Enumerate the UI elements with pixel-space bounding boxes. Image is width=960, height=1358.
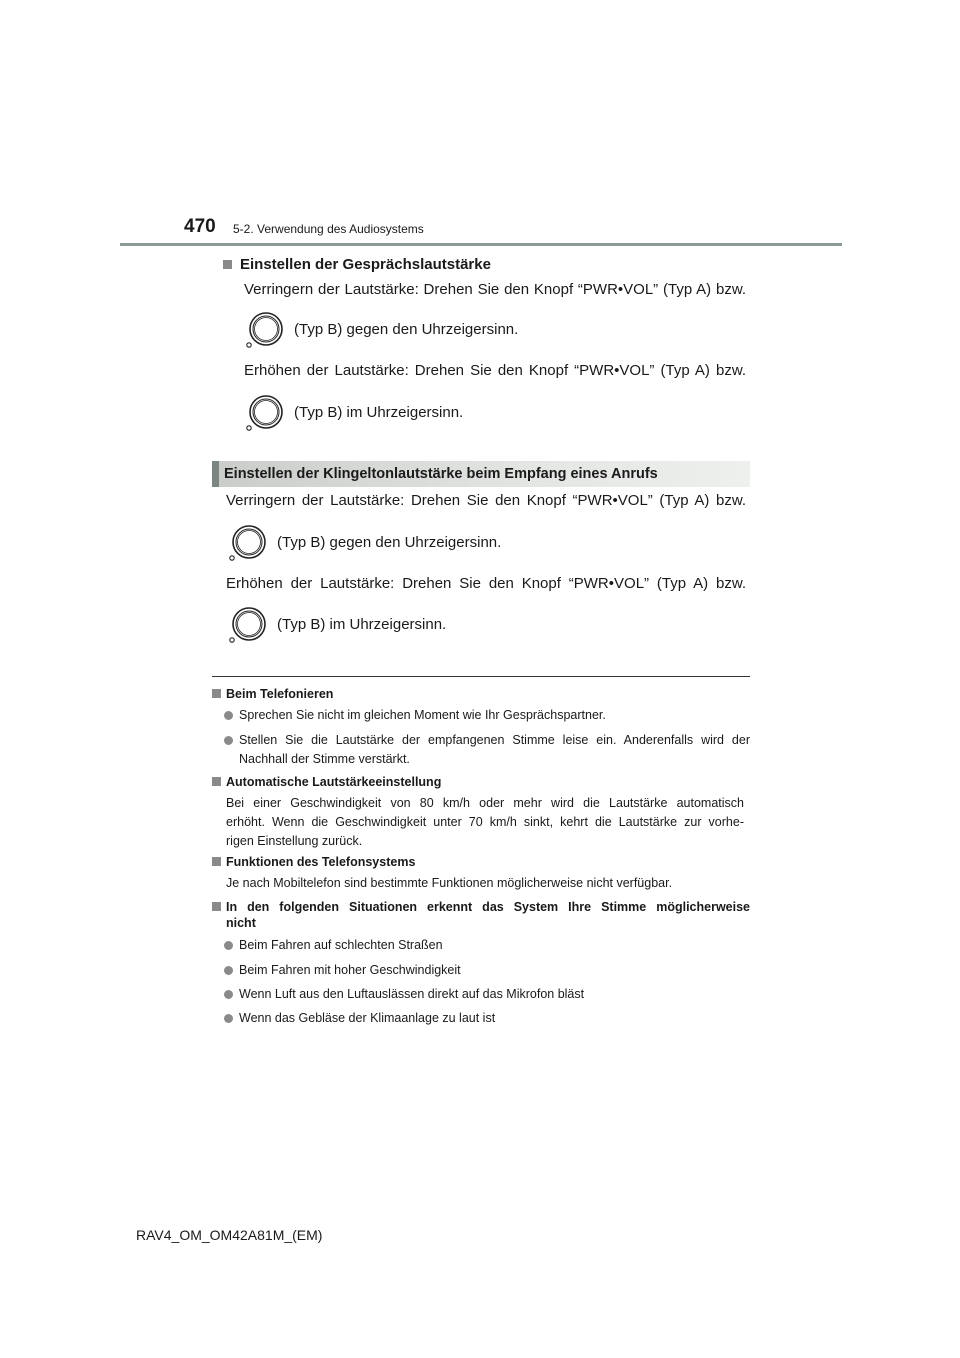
talk-decrease-text: Verringern der Lautstärke: Drehen Sie den Knopf “PWR•VOL” (Typ A) bzw.: [244, 281, 746, 298]
list-item-text: Beim Fahren mit hoher Geschwindigkeit: [239, 963, 461, 977]
volume-knob-icon: [245, 311, 283, 349]
talk-increase-text: Erhöhen der Lautstärke: Drehen Sie den Knopf “PWR•VOL” (Typ A) bzw.: [244, 362, 746, 379]
round-bullet-icon: [224, 966, 233, 975]
talk-decrease-cont: (Typ B) gegen den Uhrzeigersinn.: [294, 321, 519, 338]
note-phoning-heading: [212, 686, 333, 702]
notes-divider: [212, 676, 750, 677]
square-bullet-icon: [223, 260, 232, 269]
round-bullet-icon: [224, 990, 233, 999]
header-divider: [120, 243, 842, 246]
ring-decrease-knob-row: [228, 524, 501, 562]
ringtone-volume-banner-text: Einstellen der Klingeltonlautstärke beim Empfang eines Anrufs: [224, 466, 658, 482]
talk-increase-cont: (Typ B) im Uhrzeigersinn.: [294, 404, 464, 421]
list-item-text: Wenn Luft aus den Luftauslässen direkt auf das Mikrofon bläst: [239, 987, 585, 1001]
list-item-text: Wenn das Gebläse der Klimaanlage zu laut ist: [239, 1011, 496, 1025]
square-bullet-icon: [212, 902, 221, 911]
list-item: [224, 961, 461, 980]
list-item-text: Beim Fahren auf schlechten Straßen: [239, 938, 443, 952]
volume-knob-icon: [228, 606, 266, 644]
volume-knob-icon: [245, 394, 283, 432]
note-voice-recognition-title: In den folgenden Situationen erkennt das System Ihre Stimme möglicherweise: [226, 900, 750, 914]
talk-increase-knob-row: [245, 394, 463, 432]
ring-increase-cont: (Typ B) im Uhrzeigersinn.: [277, 616, 447, 633]
talk-volume-heading: [223, 256, 491, 273]
note-voice-recognition-heading: [212, 899, 750, 931]
note-auto-volume-title: Automatische Lautstärkeeinstellung: [226, 775, 442, 789]
banner-accent-bar: [212, 461, 219, 487]
ring-decrease-text: Verringern der Lautstärke: Drehen Sie den Knopf “PWR•VOL” (Typ A) bzw.: [226, 492, 746, 509]
square-bullet-icon: [212, 689, 221, 698]
paragraph-line: Bei einer Geschwindigkeit von 80 km/h oder mehr wird die Lautstärke automatisch: [226, 796, 744, 810]
talk-volume-heading-text: Einstellen der Gesprächslautstärke: [240, 256, 491, 273]
list-item: [224, 706, 606, 725]
list-item-text: Nachhall der Stimme verstärkt.: [239, 752, 410, 766]
list-item: [224, 1009, 495, 1028]
round-bullet-icon: [224, 941, 233, 950]
list-item: [224, 936, 443, 955]
paragraph-line: rigen Einstellung zurück.: [226, 834, 363, 848]
list-item-text: Stellen Sie die Lautstärke der empfangenen Stimme leise ein. Anderenfalls wird der: [239, 733, 750, 747]
ring-increase-text: Erhöhen der Lautstärke: Drehen Sie den Knopf “PWR•VOL” (Typ A) bzw.: [226, 575, 746, 592]
note-phoning-title: Beim Telefonieren: [226, 687, 334, 701]
note-auto-volume-body: [226, 794, 744, 851]
round-bullet-icon: [224, 736, 233, 745]
talk-decrease-knob-row: [245, 311, 518, 349]
round-bullet-icon: [224, 711, 233, 720]
volume-knob-icon: [228, 524, 266, 562]
note-phone-functions-heading: [212, 854, 415, 870]
list-item-text: Sprechen Sie nicht im gleichen Moment wie Ihr Gesprächspartner.: [239, 708, 606, 722]
page-number: 470: [184, 216, 216, 237]
round-bullet-icon: [224, 1014, 233, 1023]
square-bullet-icon: [212, 857, 221, 866]
list-item: [224, 985, 584, 1004]
note-phone-functions-title: Funktionen des Telefonsystems: [226, 855, 416, 869]
ring-decrease-cont: (Typ B) gegen den Uhrzeigersinn.: [277, 534, 502, 551]
note-voice-recognition-title-cont: nicht: [226, 916, 256, 930]
ringtone-volume-banner: [212, 461, 750, 487]
list-item: [224, 731, 750, 769]
document-code: RAV4_OM_OM42A81M_(EM): [136, 1227, 323, 1243]
square-bullet-icon: [212, 777, 221, 786]
paragraph-line: erhöht. Wenn die Geschwindigkeit unter 70 km/h sinkt, kehrt die Lautstärke zur vorhe-: [226, 815, 744, 829]
ring-increase-knob-row: [228, 606, 446, 644]
note-phone-functions-body: Je nach Mobiltelefon sind bestimmte Funktionen möglicherweise nicht verfügbar.: [226, 876, 673, 890]
note-auto-volume-heading: [212, 774, 441, 790]
section-title: 5-2. Verwendung des Audiosystems: [233, 222, 424, 236]
